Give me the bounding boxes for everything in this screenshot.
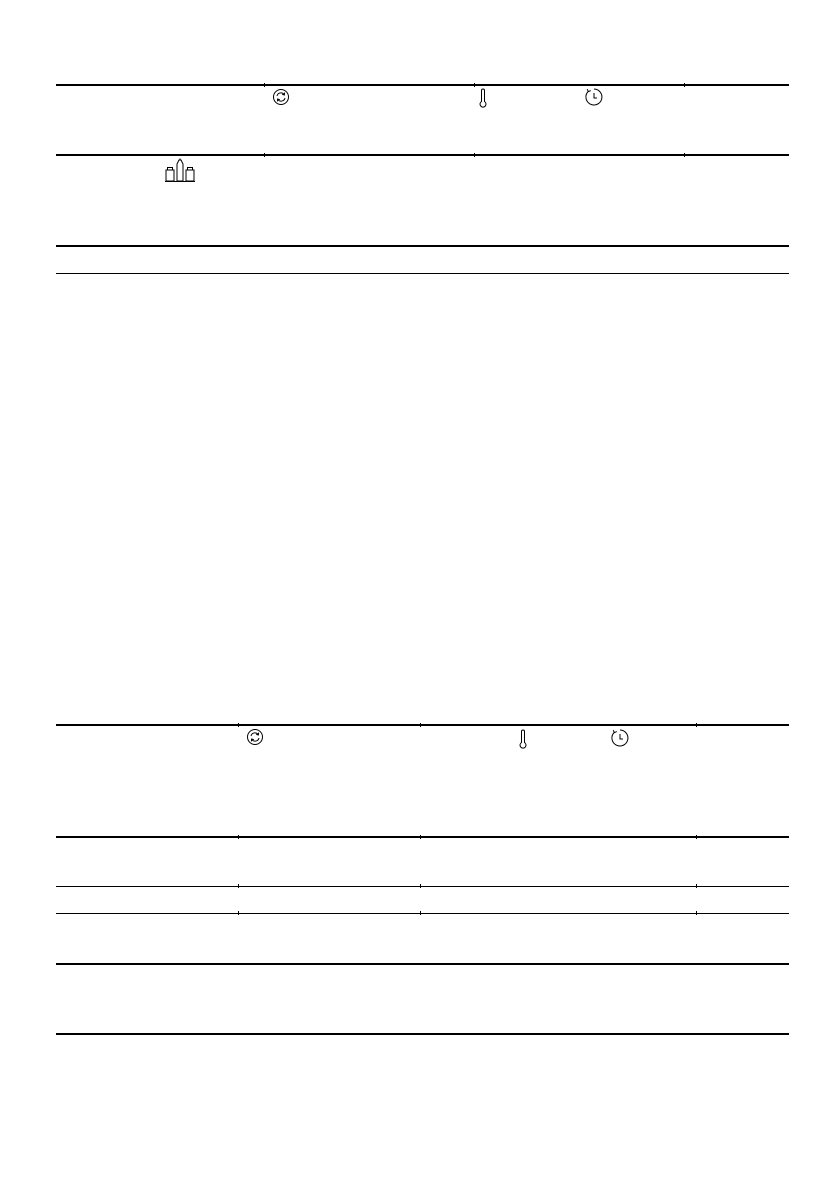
column-separator bbox=[238, 723, 239, 727]
column-separator bbox=[420, 723, 421, 727]
column-separator bbox=[420, 835, 421, 839]
column-separator bbox=[696, 835, 697, 839]
rotation-program-icon bbox=[272, 88, 290, 106]
column-separator bbox=[238, 835, 239, 839]
rotation-program-icon bbox=[246, 728, 264, 746]
thermometer-icon bbox=[519, 729, 527, 749]
column-separator bbox=[684, 153, 685, 157]
table-1-bottom-rule bbox=[56, 273, 789, 274]
column-separator bbox=[420, 911, 421, 915]
column-separator bbox=[264, 83, 265, 87]
table-2-row-rule bbox=[56, 963, 789, 965]
timer-icon bbox=[584, 87, 604, 107]
table-2-header-rule bbox=[56, 836, 789, 838]
table-1-row-rule bbox=[56, 245, 789, 247]
column-separator bbox=[420, 884, 421, 888]
column-separator bbox=[696, 723, 697, 727]
column-separator bbox=[696, 911, 697, 915]
column-separator bbox=[474, 153, 475, 157]
column-separator bbox=[474, 83, 475, 87]
column-separator bbox=[238, 911, 239, 915]
table-1-top-rule bbox=[56, 84, 789, 86]
column-separator bbox=[696, 884, 697, 888]
table-2-bottom-rule bbox=[56, 1033, 789, 1035]
table-1-header-rule bbox=[56, 154, 789, 156]
thermometer-icon bbox=[479, 88, 487, 108]
timer-icon bbox=[610, 728, 630, 748]
column-separator bbox=[684, 83, 685, 87]
table-2-row-rule bbox=[56, 886, 789, 887]
table-2-row-rule bbox=[56, 913, 789, 914]
column-separator bbox=[238, 884, 239, 888]
column-separator bbox=[264, 153, 265, 157]
table-2-top-rule bbox=[56, 724, 789, 726]
dishware-rack-icon bbox=[164, 158, 196, 184]
